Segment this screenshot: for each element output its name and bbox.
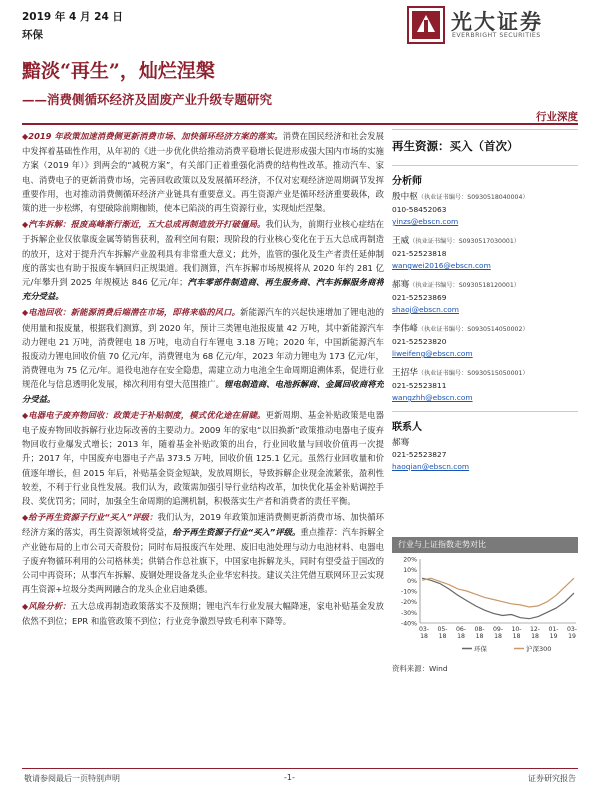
x-tick-label-year: 19 (568, 633, 576, 640)
paragraph-lead: 风险分析： (28, 600, 71, 611)
page-number: -1- (284, 773, 295, 782)
paragraph-lead: 电器电子废弃物回收：政策走于补贴制度，模式优化途在眉睫。 (28, 409, 266, 420)
y-tick-label: -30% (401, 609, 417, 617)
x-tick-label: 10- (511, 626, 522, 633)
contact-name: 郝骞 (392, 438, 410, 448)
paragraph-lead: 汽车拆解：报废高峰渐行渐近，五大总成再制造放开打破僵局。 (28, 219, 266, 230)
analyst-phone: 021-52523869 (392, 293, 447, 302)
y-tick-label: -20% (401, 599, 417, 607)
x-tick-label: 09- (492, 626, 504, 633)
diamond-bullet-icon: ◆ (22, 410, 29, 420)
header-divider (22, 123, 578, 125)
legend-label: 沪深300 (526, 645, 552, 653)
y-tick-label: 0% (407, 577, 417, 585)
trend-chart (392, 555, 582, 655)
x-tick-label-year: 18 (512, 633, 521, 640)
paragraph-lead: 电池回收：新能源消费后端潜在市场，即将来临的风口。 (28, 307, 241, 318)
contact-divider (392, 411, 578, 412)
analyst-license: （执业证书编号：S0930518120001） (409, 282, 520, 289)
y-tick-label: -40% (401, 620, 417, 628)
paragraph-conclusion: 给予再生资源子行业“买入”评级。 (172, 527, 301, 538)
analyst-name: 殷中枢 (392, 192, 418, 202)
paragraph-rating (22, 510, 384, 596)
paragraph-text: 五大总成再制造政策落实不及预期；锂电汽车行业发展大幅降速，家电补贴基金发放依然不到位；EPR 和监管政策不到位；行业竞争激烈导致毛利率下降等。 (22, 600, 384, 626)
x-tick-label: 08- (474, 626, 485, 633)
x-tick-label-year: 18 (420, 633, 428, 640)
diamond-bullet-icon: ◆ (22, 601, 29, 611)
contact-heading: 联系人 (392, 422, 422, 433)
analyst-entry (392, 235, 578, 272)
report-type: 行业深度 (536, 111, 578, 123)
analyst-email-link[interactable]: liweifeng@ebscn.com (392, 349, 473, 358)
logo-chinese-name: 光大证券 (451, 9, 543, 34)
analyst-name: 郝骞 (392, 280, 410, 290)
x-tick-label-year: 18 (475, 633, 484, 640)
x-tick-label-year: 18 (494, 633, 502, 640)
x-tick-label: 01- (548, 626, 559, 633)
y-tick-label: 10% (403, 567, 417, 575)
series-line-1 (422, 578, 574, 607)
logo-english-name: EVERBRIGHT SECURITIES (452, 32, 541, 39)
x-tick-label: 03- (418, 626, 430, 633)
analyst-entry (392, 191, 578, 228)
x-tick-label-year: 18 (531, 633, 539, 640)
analyst-email-link[interactable]: yinzs@ebscn.com (392, 217, 459, 226)
diamond-bullet-icon: ◆ (22, 220, 29, 230)
analyst-license: （执业证书编号：S0930517030001） (409, 238, 520, 245)
paragraph-conclusion: 汽车零部件制造商、再生服务商、汽车拆解服务商将充分受益。 (22, 277, 384, 302)
footer-divider (22, 768, 578, 769)
paragraph-recommendations: 重点推荐：汽车拆解全产业链布局的上市公司天奇股份；同时布局报废汽车处理、废旧电池处理与动力电池材料、电器电子废弃物循环利用的公司格林美；供销合作总社旗下，中国家电拆解龙头，同时有望受益于国改的公司中再资环；从事汽车拆解、废钢处理设备龙头企业华宏科技。建议关注凭借互联网环卫云实现再生资源+垃圾分类两网融合的龙头企业启迪桑德。 (22, 527, 384, 595)
analysts-heading: 分析师 (392, 176, 422, 187)
report-date: 2019 年 4 月 24 日 (22, 11, 123, 23)
analyst-license: （执业证书编号：S0930515050001） (417, 370, 529, 377)
diamond-bullet-icon: ◆ (22, 513, 29, 523)
analyst-phone: 021-52523811 (392, 381, 447, 390)
contact-entry (392, 437, 578, 473)
footer-report-type: 证券研究报告 (528, 774, 576, 783)
analyst-entry (392, 279, 578, 316)
sidebar-divider (392, 165, 578, 166)
y-tick-label: 20% (403, 556, 417, 564)
analyst-email-link[interactable]: shaoj@ebscn.com (392, 305, 459, 314)
report-sector: 环保 (22, 29, 43, 41)
report-title: 黯淡“再生”，灿烂涅槃 (22, 60, 215, 82)
company-logo (407, 4, 587, 46)
x-tick-label: 06- (455, 626, 467, 633)
paragraph-e-waste (22, 408, 384, 508)
x-tick-label: 05- (437, 626, 448, 633)
paragraph-policy (22, 129, 384, 215)
legend-label: 环保 (474, 645, 487, 653)
x-tick-label: 03- (566, 626, 578, 633)
analyst-name: 王招华 (392, 368, 418, 378)
paragraph-text: 消费在国民经济和社会发展中发挥着基础性作用，从年初的《进一步优化供给推动消费平稳增长促进形成强大国内市场的实施方案（2019 年）》到两会的“减税方案”，有关部门正着重强化消费的结构性改革。推动汽车、家电、消费电子的更新消费市场，完善回收政策以及发展循环经济，不仅对宏观经济逆周期调节发挥重要作用，也对推动消费侧循环经济产业链具有重要意义。再生资源产业是循环经济重要载体，政策的进一步松绑，有望破除前期枷锁，使本已陷淡的再生资源行业，实现灿烂涅槃。 (22, 131, 384, 214)
chart-title: 行业与上证指数走势对比 (392, 537, 578, 553)
x-tick-label-year: 19 (549, 633, 558, 640)
paragraph-auto-dismantling (22, 217, 384, 303)
paragraph-text: 我们认为，前期行业核心症结在于拆解企业仅依靠废金属等销售获利，盈利空间有限；现阶段的行业核心变化在于五大总成再制造的放开，这对于提升汽车拆解产业盈利具有非常重大意义；此外，监管的强化及生产者责任延伸制度的落实也有助于报废车辆回归正规渠道。我们测算，汽车拆解市场规模将从 2020 年约 281 亿元/年攀升到 2025 年规模达 846 亿元/年； (22, 219, 384, 288)
analyst-phone: 010-58452063 (392, 205, 447, 214)
x-tick-label: 12- (529, 626, 541, 633)
paragraph-battery-recycling (22, 305, 384, 405)
everbright-logo-icon (407, 6, 445, 44)
contact-phone: 021-52523827 (392, 450, 447, 459)
analyst-email-link[interactable]: wangwei2016@ebscn.com (392, 261, 491, 270)
paragraph-lead: 2019 年政策加速消费侧更新消费市场、加快循环经济方案的落实。 (28, 131, 283, 141)
analyst-phone: 021-52523820 (392, 337, 447, 346)
paragraph-text: 新能源汽车的兴起快速增加了锂电池的使用量和报废量，根据我们测算，到 2020 年，预计三类锂电池报废量 42 万吨，其中新能源汽车动力锂电 21 万吨，消费锂电 18 万吨，电动自行车锂电 3.18 万吨；2020 年，中国新能源汽车报废动力锂电回收价值 70 亿元/年，消费锂电为 68 亿元/年，2023 年动力锂电为 173 亿元/年，消费锂电为 75 亿元/年。退役电池存在安全隐患，需建立动力电池全生命周期追溯体系，促进行业规范化与信息透明化发展，梯次利用有望大范围推广。 (22, 307, 384, 390)
report-subtitle: ——消费侧循环经济及固废产业升级专题研究 (22, 92, 273, 107)
rating-box (392, 129, 578, 159)
paragraph-lead: 给予再生资源子行业“买入”评级： (28, 512, 158, 523)
analyst-license: （执业证书编号：S0930518040004） (417, 194, 529, 201)
investment-rating: 再生资源：买入（首次） (392, 139, 519, 153)
analyst-phone: 021-52523818 (392, 249, 447, 258)
paragraph-risk (22, 599, 384, 628)
report-body (22, 129, 384, 767)
paragraph-text: 更新周期、基金补贴政策是电器电子废弃物回收拆解行业边际改善的主要动力。2009 年的家电“以旧换新”政策推动电器电子废弃物回收行业爆发式增长；2013 年，随着基金补贴政策的出台，行业回收量与回收价值再一次提升；2017 年，中国废弃电器电子产品 373.5 万吨，回收价值 125.1 亿元。虽然行业回收量和价值逐年增长，但 2015 年后，补贴基金资金短缺，发放周期长，导致拆解企业现金流紧张，盈利性较差，不利于行业良性发展。我们认为，政策需加强引导行业结构改革，加快优化基金补贴调控手段、奖优罚劣；同时，加强全生命周期的追溯机制，积极落实生产者和消费者的责任平衡。 (22, 409, 384, 507)
analyst-name: 王威 (392, 236, 410, 246)
footer-disclaimer: 敬请参阅最后一页特别声明 (24, 774, 120, 783)
analyst-entry (392, 367, 578, 404)
paragraph-text: 我们认为，2019 年政策加速消费侧更新消费市场、加快循环经济方案的落实，再生资源领域将受益， (22, 512, 384, 538)
contact-email-link[interactable]: haoqian@ebscn.com (392, 462, 470, 471)
x-tick-label-year: 18 (457, 633, 465, 640)
analyst-name: 李伟峰 (392, 324, 418, 334)
analyst-entry (392, 323, 578, 360)
diamond-bullet-icon: ◆ (22, 132, 29, 141)
analyst-email-link[interactable]: wangzhh@ebscn.com (392, 393, 473, 402)
paragraph-conclusion: 锂电制造商、电池拆解商、金属回收商将充分受益。 (22, 379, 384, 404)
x-tick-label-year: 18 (438, 633, 447, 640)
diamond-bullet-icon: ◆ (22, 308, 29, 318)
sidebar (392, 129, 578, 480)
chart-source: 资料来源：Wind (392, 664, 448, 673)
analyst-license: （执业证书编号：S0930514050002） (417, 326, 529, 333)
y-tick-label: -10% (401, 588, 417, 596)
